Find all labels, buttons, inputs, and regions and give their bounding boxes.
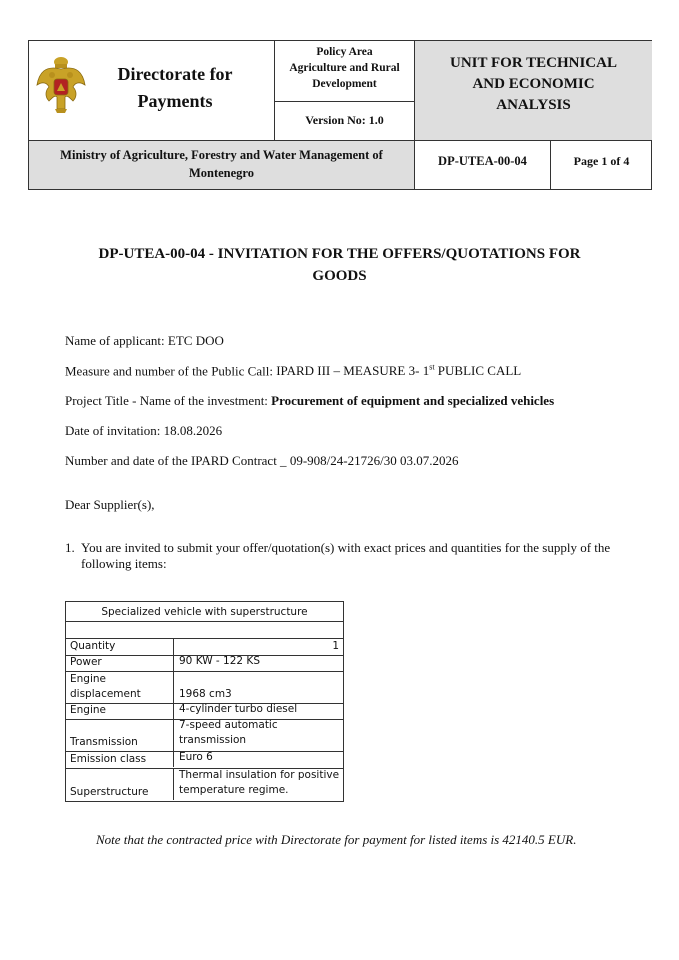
spec-row-superstructure: [66, 769, 343, 801]
contract-label: Number and date of the IPARD Contract _: [65, 453, 287, 468]
superstructure-value-1: Thermal insulation for positive: [179, 769, 340, 781]
intro-number: 1.: [65, 540, 75, 555]
spec-row-displacement: [66, 672, 343, 704]
intro-text: You are invited to submit your offer/quotation(s) with exact prices and quantities for the supply of the following items:: [81, 540, 611, 571]
date-value: 18.08.2026: [163, 423, 223, 438]
montenegro-coat-of-arms-icon: [35, 55, 87, 115]
project-line: [65, 393, 554, 409]
transmission-value-2: transmission: [179, 734, 247, 746]
page-number-cell: [551, 141, 652, 189]
superstructure-value: [173, 768, 343, 800]
power-value: 90 KW - 122 KS: [173, 654, 343, 670]
document-code-cell: [415, 141, 551, 189]
superstructure-value-2: temperature regime.: [179, 784, 289, 796]
measure-ordinal: st: [429, 363, 435, 372]
version-number: Version No: 1.0: [305, 113, 384, 127]
policy-line-1: Policy Area: [316, 46, 373, 58]
engine-label: Engine: [70, 704, 106, 716]
ministry-line-2: Montenegro: [188, 166, 255, 180]
contract-line: [65, 453, 458, 469]
measure-value-a: IPARD III – MEASURE 3- 1: [276, 363, 430, 379]
directorate-cell: [29, 41, 275, 141]
applicant-value: ETC DOO: [167, 333, 224, 348]
displacement-label: [70, 672, 170, 702]
displacement-label-2: displacement: [70, 688, 141, 700]
applicant-label: Name of applicant:: [65, 333, 165, 348]
measure-value: [276, 363, 521, 378]
version-cell: [275, 102, 415, 141]
transmission-label: Transmission: [70, 736, 138, 748]
spec-blank-row: [66, 622, 343, 639]
directorate-line-1: Directorate for: [117, 64, 233, 84]
policy-line-3: Development: [312, 78, 377, 90]
superstructure-label: Superstructure: [70, 786, 149, 798]
spec-table: [65, 601, 344, 802]
directorate-line-2: Payments: [137, 91, 213, 111]
measure-value-b: PUBLIC CALL: [434, 363, 522, 379]
header-table: [28, 40, 652, 190]
title-line-2: GOODS: [312, 268, 367, 284]
displacement-label-1: Engine: [70, 673, 106, 685]
engine-value: 4-cylinder turbo diesel: [173, 702, 343, 718]
ministry-line-1: Ministry of Agriculture, Forestry and Water Management of: [60, 148, 383, 162]
applicant-line: [65, 333, 224, 349]
spec-row-transmission: [66, 720, 343, 752]
salutation: Dear Supplier(s),: [65, 497, 155, 512]
price-note: Note that the contracted price with Directorate for payment for listed items is 42140.5 EUR.: [96, 832, 577, 847]
document-code: DP-UTEA-00-04: [438, 154, 527, 168]
unit-line-2: AND ECONOMIC: [472, 76, 595, 92]
emission-label: Emission class: [70, 753, 147, 765]
spec-table-caption: Specialized vehicle with superstructure: [66, 602, 343, 622]
directorate-title: [107, 61, 243, 115]
project-label: Project Title - Name of the investment:: [65, 393, 268, 408]
transmission-value-1: 7-speed automatic: [179, 719, 278, 731]
title-line-1: DP-UTEA-00-04 - INVITATION FOR THE OFFERS/QUOTATIONS FOR: [98, 246, 581, 262]
project-value: Procurement of equipment and specialized vehicles: [271, 393, 555, 408]
unit-line-3: ANALYSIS: [496, 97, 571, 113]
quantity-value: 1: [332, 640, 339, 652]
power-label: Power: [70, 656, 102, 668]
unit-line-1: UNIT FOR TECHNICAL: [450, 55, 617, 71]
policy-line-2: Agriculture and Rural: [289, 62, 400, 74]
date-label: Date of invitation:: [65, 423, 161, 438]
contract-value: 09-908/24-21726/30 03.07.2026: [289, 453, 459, 468]
document-title: [60, 243, 619, 287]
measure-line: [65, 363, 521, 379]
unit-cell: [415, 41, 652, 141]
date-line: [65, 423, 222, 439]
ministry-cell: [29, 141, 415, 189]
emission-value: Euro 6: [173, 750, 343, 767]
transmission-value: [173, 718, 343, 750]
quantity-label: Quantity: [70, 640, 116, 652]
policy-area-cell: [275, 41, 415, 102]
measure-label: Measure and number of the Public Call:: [65, 363, 273, 379]
page-number: Page 1 of 4: [573, 154, 630, 168]
spec-row-emission: [66, 752, 343, 769]
displacement-value: 1968 cm3: [173, 670, 343, 702]
